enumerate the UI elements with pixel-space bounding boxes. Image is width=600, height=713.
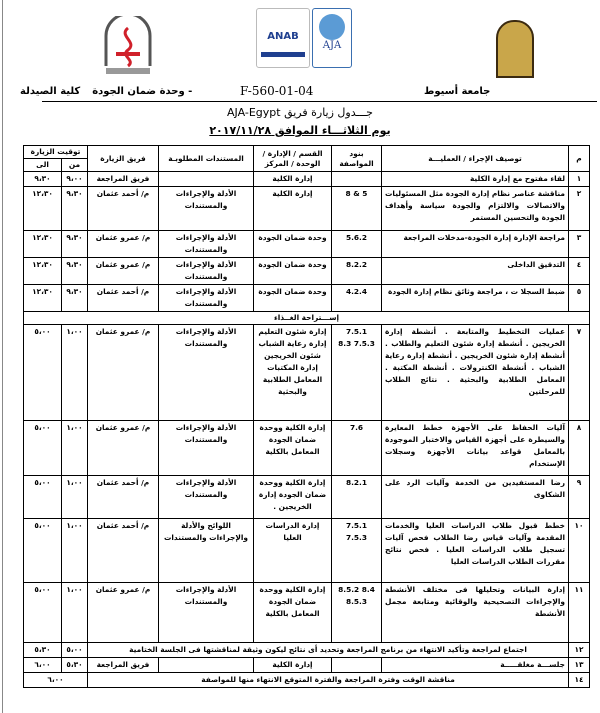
- row-to: ٥،٠٠: [24, 519, 62, 583]
- quality-unit-name: - وحدة ضمان الجودة: [92, 86, 193, 97]
- row-desc: مناقشة عناصر نظام إدارة الجودة مثل المسئوليات والاتصالات والالتزام والجودة سياسة وأهداف الجودة والتحسين المستمر: [382, 187, 569, 231]
- row-num: ٩: [569, 476, 590, 519]
- row-num: ١١: [569, 583, 590, 643]
- row-docs: الأدلة والإجراءات والمستندات: [159, 421, 254, 476]
- row-from: ٥،٣٠: [62, 658, 88, 673]
- row-dept: وحدة ضمان الجودة: [254, 231, 332, 258]
- row-team: م/ عمرو عثمان: [88, 421, 159, 476]
- row-docs: الأدلة والإجراءات والمستندات: [159, 476, 254, 519]
- row-to: ١٢،٣٠: [24, 285, 62, 312]
- page-subtitle: يوم الثلاثـــاء الموافق ٢٠١٧/١١/٢٨: [209, 124, 391, 137]
- anab-logo: [256, 8, 310, 68]
- row-clauses: 8.4 8.5.2 8.5.3: [332, 583, 382, 643]
- row-num: ٨: [569, 421, 590, 476]
- row-desc: جلســـة مغلقـــــة: [382, 658, 569, 673]
- row-team: م/ عمرو عثمان: [88, 231, 159, 258]
- row-docs: الأدلة والإجراءات والمستندات: [159, 187, 254, 231]
- assiut-university-logo: [496, 20, 534, 78]
- row-from: ٩،٠٠: [62, 172, 88, 187]
- table-row: [24, 476, 590, 519]
- row-from: ١،٠٠: [62, 583, 88, 643]
- anab-logo-text: ANAB: [267, 31, 299, 42]
- table-row: [24, 172, 590, 187]
- col-dept: القسم / الإدارة / الوحدة / المركز: [254, 146, 332, 172]
- row-clauses: [332, 658, 382, 673]
- row-from: ٩،٣٠: [62, 231, 88, 258]
- row-time: ٦،٠٠: [24, 673, 88, 688]
- row-from: ٥،٠٠: [62, 643, 88, 658]
- col-docs: المستندات المطلوبـة: [159, 146, 254, 172]
- row-from: ١،٠٠: [62, 476, 88, 519]
- row-dept: إدارة الكلية: [254, 658, 332, 673]
- row-dept: إدارة شئون التعليم إدارة رعاية الشباب شئون الخريجين إدارة المكتبات المعامل الطلابية والبحثية: [254, 325, 332, 421]
- row-desc: لقاء مفتوح مع إدارة الكلية: [382, 172, 569, 187]
- table-row: [24, 583, 590, 643]
- row-to: ١٢،٣٠: [24, 231, 62, 258]
- row-to: ١٢،٣٠: [24, 187, 62, 231]
- row-team: م/ أحمد عثمان: [88, 519, 159, 583]
- row-desc: خطط قبول طلاب الدراسات العليا والخدمات المقدمة وآليات قياس رضا الطلاب فحص آليات تسجيل طلاب الدراسات العليا . فحص نتائج مقررات الطلاب الدراسات العليا: [382, 519, 569, 583]
- row-clauses: 5 & 8: [332, 187, 382, 231]
- col-desc: توصيف الإجراء / العمليـــة: [382, 146, 569, 172]
- col-num: م: [569, 146, 590, 172]
- row-num: ١: [569, 172, 590, 187]
- university-name: جامعة أسيوط: [424, 86, 491, 97]
- table-row: [24, 258, 590, 285]
- row-num: ٥: [569, 285, 590, 312]
- col-team: فريق الزيارة: [88, 146, 159, 172]
- row-num: ٣: [569, 231, 590, 258]
- row-team: م/ أحمد عثمان: [88, 285, 159, 312]
- table-row: [24, 231, 590, 258]
- faculty-of-pharmacy-logo: [92, 16, 164, 78]
- row-to: ٩،٣٠: [24, 172, 62, 187]
- row-team: م/ أحمد عثمان: [88, 187, 159, 231]
- row-num: ٧: [569, 325, 590, 421]
- visit-schedule-table: [23, 145, 590, 688]
- col-to: الى: [24, 159, 62, 172]
- page-title: جـــدول زيارة فريق AJA-Egypt: [227, 106, 373, 119]
- row-from: ١،٠٠: [62, 421, 88, 476]
- row-docs: الأدلة والإجراءات والمستندات: [159, 258, 254, 285]
- row-clauses: 8.2.2: [332, 258, 382, 285]
- row-clauses: 7.6: [332, 421, 382, 476]
- table-row: [24, 421, 590, 476]
- row-clauses: 4.2.4: [332, 285, 382, 312]
- form-code: F-560-01-04: [240, 84, 314, 98]
- row-to: ٦،٠٠: [24, 658, 62, 673]
- aja-logo-text: AJA: [322, 40, 342, 51]
- row-from: ١،٠٠: [62, 519, 88, 583]
- faculty-header: [20, 86, 205, 97]
- row-to: ٥،٠٠: [24, 583, 62, 643]
- lunch-break: إســـتراحة الغــذاء: [24, 312, 590, 325]
- aja-logo: [312, 8, 352, 68]
- row-dept: وحدة ضمان الجودة: [254, 258, 332, 285]
- table-row: [24, 325, 590, 421]
- row-desc: آليات الحفاظ على الأجهزة خطط المعايرة والسيطرة على أجهزة القياس والاختبار الموجودة بالمعامل قواعد بيانات الأجهزة وسجلات الإستخدام: [382, 421, 569, 476]
- table-row: [24, 187, 590, 231]
- col-from: من: [62, 159, 88, 172]
- row-dept: إدارة الدراسات العليا: [254, 519, 332, 583]
- row-team: فريق المراجعة: [88, 172, 159, 187]
- row-docs: اللوائح والأدلة والإجراءات والمستندات: [159, 519, 254, 583]
- row-docs: الأدلة والإجراءات والمستندات: [159, 583, 254, 643]
- row-to: ٥،٠٠: [24, 476, 62, 519]
- row-desc: ضبط السجلا ت ، مراجعة وثائق نظام إدارة الجودة: [382, 285, 569, 312]
- row-clauses: 5.6.2: [332, 231, 382, 258]
- row-dept: إدارة الكلية: [254, 187, 332, 231]
- table-row: [24, 285, 590, 312]
- row-dept: إدارة الكلية ووحدة ضمان الجودة المعامل بالكلية: [254, 421, 332, 476]
- row-docs: الأدلة والإجراءات والمستندات: [159, 231, 254, 258]
- row-desc: عمليات التخطيط والمتابعة . أنشطة إدارة الخريجين . أنشطة إدارة شئون التعليم والطلاب . أنشطة إدارة شئون الخريجين . أنشطة إدارة رعاية الشباب . أنشطة الكنترولات . أنشطة المكتبة . المعامل الطلابية والبحثية . نتائج الطلاب للمرحلتين: [382, 325, 569, 421]
- table-header-row: [24, 146, 590, 159]
- row-from: ٩،٣٠: [62, 285, 88, 312]
- row-team: فريق المراجعة: [88, 658, 159, 673]
- col-clauses: بنود المواصفة: [332, 146, 382, 172]
- row-dept: إدارة الكلية ووحدة ضمان الجودة المعامل بالكلية: [254, 583, 332, 643]
- row-clauses: 7.5.1 7.5.3 8.3: [332, 325, 382, 421]
- row-num: ١٤: [569, 673, 590, 688]
- row-desc: التدقيق الداخلى: [382, 258, 569, 285]
- row-to: ٥،٣٠: [24, 643, 62, 658]
- row-to: ٥،٠٠: [24, 421, 62, 476]
- row-num: ٤: [569, 258, 590, 285]
- table-row: [24, 519, 590, 583]
- row-clauses: 8.2.1: [332, 476, 382, 519]
- row-clauses: 7.5.1 7.5.3: [332, 519, 382, 583]
- row-docs: [159, 658, 254, 673]
- header-divider: [42, 101, 597, 102]
- table-row: [24, 658, 590, 673]
- table-row: [24, 643, 590, 658]
- row-desc: اجتماع لمراجعة وتأكيد الانتهاء من برنامج المراجعة وتحديد أى نتائج ليكون وثيقة لمناقشتها فى الجلسة الختامية: [88, 643, 569, 658]
- row-from: ١،٠٠: [62, 325, 88, 421]
- row-clauses: [332, 172, 382, 187]
- faculty-name: كلية الصيدلة: [20, 86, 81, 97]
- row-docs: الأدلة والإجراءات والمستندات: [159, 285, 254, 312]
- row-desc: مناقشة الوقت وفترة المراجعة والفترة المتوقع الانتهاء منها للمواصفة: [88, 673, 569, 688]
- row-team: م/ عمرو عثمان: [88, 258, 159, 285]
- row-team: م/ أحمد عثمان: [88, 476, 159, 519]
- row-desc: مراجعة الإدارة إدارة الجودة-مدخلات المراجعة: [382, 231, 569, 258]
- row-num: ١٠: [569, 519, 590, 583]
- row-from: ٩،٣٠: [62, 258, 88, 285]
- row-from: ٩،٣٠: [62, 187, 88, 231]
- row-to: ١٢،٣٠: [24, 258, 62, 285]
- row-num: ٢: [569, 187, 590, 231]
- table-row: [24, 673, 590, 688]
- row-team: م/ عمرو عثمان: [88, 583, 159, 643]
- row-docs: [159, 172, 254, 187]
- row-docs: الأدلة والإجراءات والمستندات: [159, 325, 254, 421]
- row-team: م/ عمرو عثمان: [88, 325, 159, 421]
- col-timing: توقيت الزيارة: [24, 146, 88, 159]
- row-num: ١٢: [569, 643, 590, 658]
- row-dept: إدارة الكلية ووحدة ضمان الجودة إدارة الخريجين .: [254, 476, 332, 519]
- row-desc: رضا المستفيدين من الخدمة وآليات الرد على الشكاوى: [382, 476, 569, 519]
- row-dept: وحدة ضمان الجودة: [254, 285, 332, 312]
- row-num: ١٣: [569, 658, 590, 673]
- row-dept: إدارة الكلية: [254, 172, 332, 187]
- row-to: ٥،٠٠: [24, 325, 62, 421]
- row-desc: إدارة البيانات وتحليلها فى مختلف الأنشطة والإجراءات التصحيحية والوقائية ومتابعة مجمل الأنشطة: [382, 583, 569, 643]
